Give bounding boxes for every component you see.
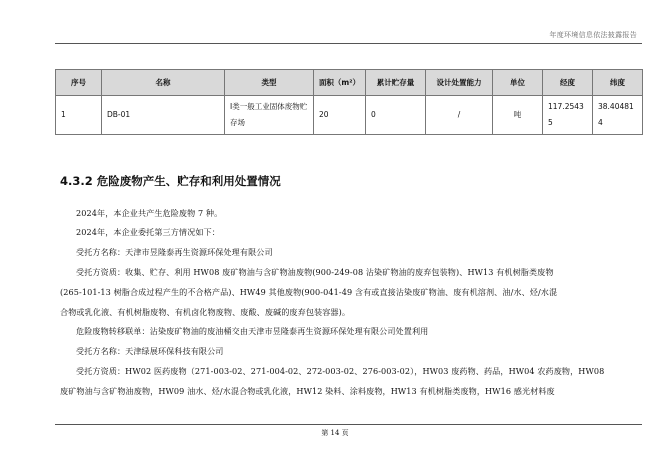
cell-area: 20 <box>314 96 366 135</box>
header-divider <box>55 43 642 44</box>
col-header-latitude: 纬度 <box>593 70 643 96</box>
paragraph-line: 废矿物油与含矿物油废物，HW09 油水、烃/水混合物或乳化液，HW12 染料、涂料废物，HW13 有机树脂类废物，HW16 感光材料废 <box>60 386 555 396</box>
paragraph-line: 危险废物转移联单：沾染废矿物油的废油桶交由天津市昱隆泰再生资源环保处理有限公司处置利用 <box>76 326 429 336</box>
cell-name: DB-01 <box>102 96 225 135</box>
col-header-type: 类型 <box>225 70 314 96</box>
report-header-title: 年度环境信息依法披露报告 <box>549 31 637 39</box>
paragraph-line: (265-101-13 树脂合成过程产生的不合格产品)、HW49 其他废物(900-041-49 含有或直接沾染废矿物油、废有机溶剂、油/水、烃/水混 <box>60 287 558 297</box>
paragraph-line: 2024年，本企业共产生危险废物 7 种。 <box>76 208 223 218</box>
paragraph-line: 受托方资质：收集、贮存、利用 HW08 废矿物油与含矿物油废物(900-249-08 沾染矿物油的废弃包装物)、HW13 有机树脂类废物 <box>76 267 554 277</box>
footer-divider <box>55 424 642 425</box>
col-header-area: 面积（m²） <box>314 70 366 96</box>
cell-storage: 0 <box>366 96 426 135</box>
cell-index: 1 <box>56 96 102 135</box>
table-header-row <box>56 70 643 96</box>
paragraph-line: 受托方名称：天津市昱隆泰再生资源环保处理有限公司 <box>76 247 273 257</box>
section-heading: 4.3.2 危险废物产生、贮存和利用处置情况 <box>60 174 281 188</box>
paragraph-line: 合物或乳化液、有机树脂废物、有机卤化物废物、废酸、废碱的废弃包装容器)。 <box>60 307 351 317</box>
paragraph-line: 受托方名称：天津绿展环保科技有限公司 <box>76 346 224 356</box>
cell-capacity: / <box>426 96 493 135</box>
paragraph-line: 2024年，本企业委托第三方情况如下： <box>76 227 220 237</box>
col-header-capacity: 设计处置能力 <box>426 70 493 96</box>
paragraph-line: 受托方资质：HW02 医药废物（271-003-02、271-004-02、272-003-02、276-003-02），HW03 废药物、药品，HW04 农药废物，HW08 <box>76 366 605 376</box>
col-header-name: 名称 <box>102 70 225 96</box>
col-header-storage: 累计贮存量 <box>366 70 426 96</box>
page-number: 第 14 页 <box>321 429 349 437</box>
col-header-longitude: 经度 <box>543 70 593 96</box>
cell-latitude: 38.404814 <box>593 96 643 135</box>
cell-longitude: 117.25435 <box>543 96 593 135</box>
storage-site-table <box>55 69 643 135</box>
cell-type: Ⅰ类一般工业固体废物贮存场 <box>225 96 314 135</box>
table-row <box>56 96 643 135</box>
col-header-unit: 单位 <box>493 70 543 96</box>
col-header-index: 序号 <box>56 70 102 96</box>
cell-unit: 吨 <box>493 96 543 135</box>
